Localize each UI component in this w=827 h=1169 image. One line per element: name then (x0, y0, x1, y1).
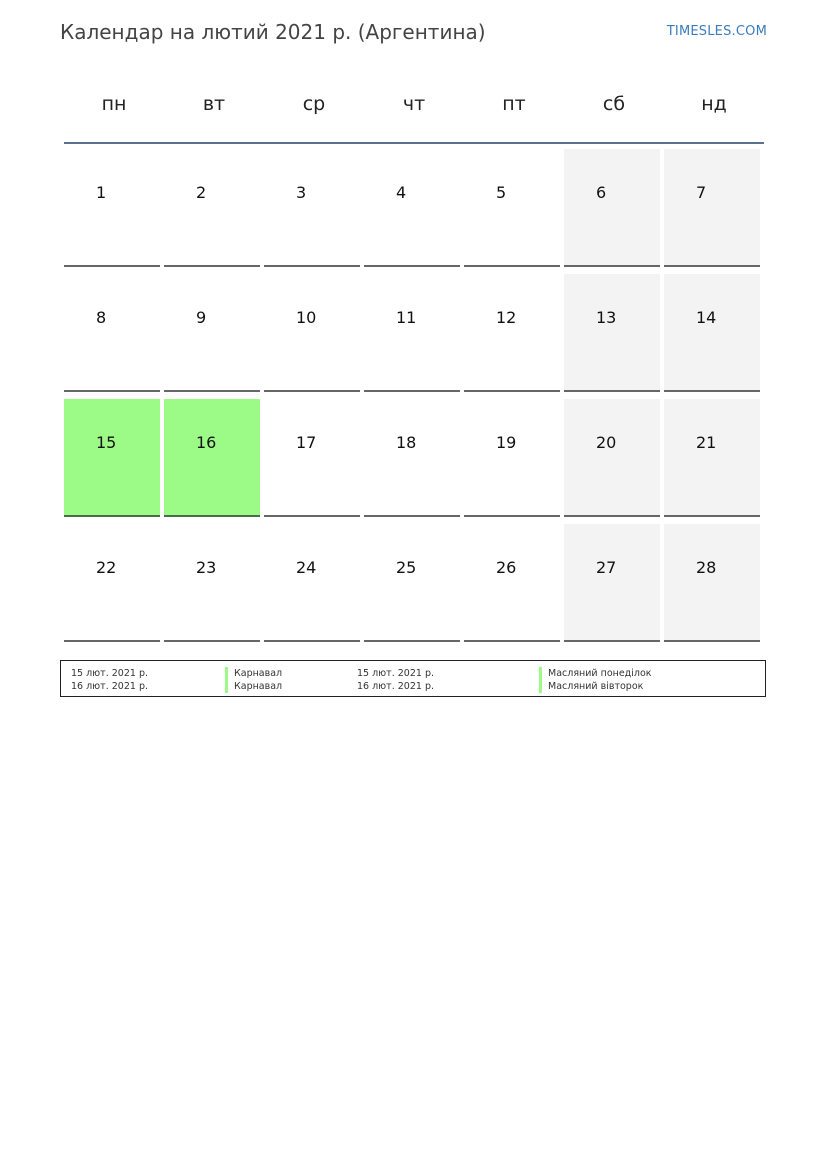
legend-holiday-name: Карнавал (225, 667, 282, 680)
day-number: 8 (96, 308, 107, 327)
day-cell-weekend (564, 399, 660, 517)
legend-date: 15 лют. 2021 р. (71, 668, 148, 679)
day-number: 18 (396, 433, 417, 452)
weekday-mon: пн (101, 93, 127, 115)
weekday-fri: пт (502, 93, 526, 115)
day-cell-weekend (564, 524, 660, 642)
weekday-wed: ср (302, 93, 326, 115)
day-number: 17 (296, 433, 317, 452)
day-number: 12 (496, 308, 517, 327)
day-number: 25 (396, 558, 417, 577)
day-number: 28 (696, 558, 717, 577)
legend-date: 16 лют. 2021 р. (357, 681, 434, 692)
day-cell (464, 149, 560, 267)
day-number: 19 (496, 433, 517, 452)
day-number: 22 (96, 558, 117, 577)
day-cell (464, 274, 560, 392)
day-cell (164, 274, 260, 392)
holiday-legend (60, 660, 766, 697)
week-row (64, 144, 764, 269)
day-number: 21 (696, 433, 717, 452)
day-cell (264, 274, 360, 392)
day-number: 11 (396, 308, 417, 327)
day-number: 26 (496, 558, 517, 577)
day-cell (364, 524, 460, 642)
day-cell (64, 149, 160, 267)
day-cell-weekend (564, 274, 660, 392)
legend-holiday-name: Масляний вівторок (539, 680, 643, 693)
day-number: 14 (696, 308, 717, 327)
day-number: 2 (196, 183, 207, 202)
day-number: 27 (596, 558, 617, 577)
week-row (64, 394, 764, 519)
weekday-header-row (64, 78, 764, 144)
day-cell (164, 524, 260, 642)
day-cell (264, 524, 360, 642)
day-cell (164, 149, 260, 267)
day-cell (464, 524, 560, 642)
legend-row (61, 680, 765, 693)
day-cell (364, 274, 460, 392)
day-number: 4 (396, 183, 407, 202)
day-cell-weekend (664, 149, 760, 267)
day-number: 23 (196, 558, 217, 577)
day-number: 10 (296, 308, 317, 327)
week-row (64, 519, 764, 644)
day-cell (364, 149, 460, 267)
day-number: 5 (496, 183, 507, 202)
brand-link[interactable]: TIMESLES.COM (666, 24, 767, 39)
week-row (64, 269, 764, 394)
day-cell (64, 274, 160, 392)
day-number: 16 (196, 433, 217, 452)
weekday-tue: вт (202, 93, 226, 115)
day-cell-weekend (664, 524, 760, 642)
page-title: Календар на лютий 2021 р. (Аргентина) (60, 20, 486, 44)
weekday-sun: нд (701, 93, 727, 115)
legend-date: 15 лют. 2021 р. (357, 668, 434, 679)
legend-holiday-name: Карнавал (225, 680, 282, 693)
legend-row (61, 667, 765, 680)
day-number: 7 (696, 183, 707, 202)
day-number: 3 (296, 183, 307, 202)
day-cell-weekend (564, 149, 660, 267)
day-cell (364, 399, 460, 517)
day-number: 9 (196, 308, 207, 327)
day-cell-holiday (64, 399, 160, 517)
day-cell (264, 399, 360, 517)
day-cell-weekend (664, 399, 760, 517)
weekday-thu: чт (402, 93, 426, 115)
day-number: 15 (96, 433, 117, 452)
legend-date: 16 лют. 2021 р. (71, 681, 148, 692)
legend-holiday-name: Масляний понеділок (539, 667, 652, 680)
day-cell (64, 524, 160, 642)
day-number: 20 (596, 433, 617, 452)
day-number: 13 (596, 308, 617, 327)
day-cell-weekend (664, 274, 760, 392)
day-number: 24 (296, 558, 317, 577)
calendar-grid (64, 78, 764, 644)
weekday-sat: сб (602, 93, 626, 115)
day-number: 6 (596, 183, 607, 202)
day-number: 1 (96, 183, 107, 202)
day-cell (264, 149, 360, 267)
day-cell (464, 399, 560, 517)
day-cell-holiday (164, 399, 260, 517)
